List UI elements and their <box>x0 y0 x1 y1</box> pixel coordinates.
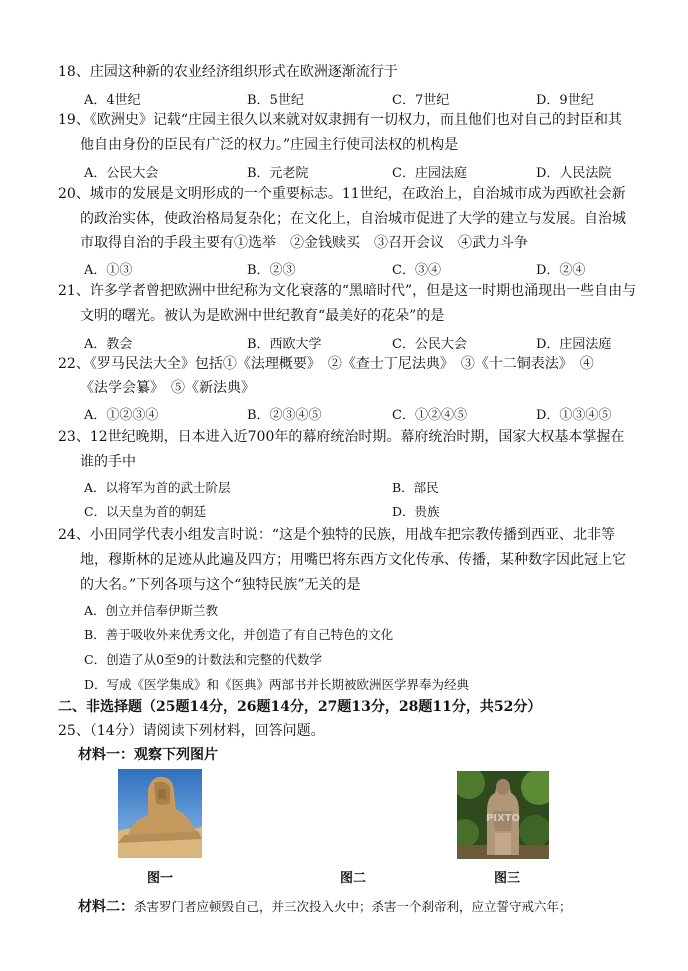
material-1-label: 材料一：观察下列图片 <box>78 747 218 763</box>
question-19-options <box>84 162 644 184</box>
option-d: D．人民法院 <box>536 166 612 181</box>
option-b: B．西欧大学 <box>247 337 322 352</box>
figure-3-caption: 图三 <box>494 871 521 886</box>
question-20-line-1: 20、城市的发展是文明形成的一个重要标志。11世纪，在政治上，自治城市成为西欧社会新 <box>58 186 626 202</box>
option-c: C．③④ <box>392 263 441 278</box>
question-20-line-3: 市取得自治的手段主要有①选举 ②金钱赎买 ③召开会议 ④武力斗争 <box>80 235 528 251</box>
material-2-text: 杀害罗门者应顿毁自己，并三次投入火中；杀害一个刹帝利，应立誓守戒六年； <box>134 899 572 914</box>
question-23-line-1: 23、12世纪晚期，日本进入近700年的幕府统治时期。幕府统治时期，国家大权基本掌握在 <box>58 429 625 445</box>
option-c: C．①②④⑤ <box>392 408 467 423</box>
option-d: D．9世纪 <box>536 93 594 108</box>
stone-statue-image <box>457 771 549 859</box>
question-22-line-2: 《法学会纂》 ⑤《新法典》 <box>80 380 255 396</box>
question-21-line-2: 文明的曙光。被认为是欧洲中世纪教育“最美好的花朵”的是 <box>80 308 445 324</box>
section-heading: 二、非选择题（25题14分，26题14分，27题13分，28题11分，共52分） <box>58 699 542 715</box>
option-d: D．庄园法庭 <box>536 337 612 352</box>
question-23-line-2: 谁的手中 <box>80 454 136 470</box>
option-a: A．创立并信奉伊斯兰教 <box>84 603 219 618</box>
question-20-line-2: 的政治实体，使政治格局复杂化；在文化上，自治城市促进了大学的建立与发展。自治城 <box>80 211 626 227</box>
question-21-line-1: 21、许多学者曾把欧洲中世纪称为文化衰落的“黑暗时代”，但是这一时期也涌现出一些自由与 <box>58 283 637 299</box>
material-2-label: 材料二： <box>78 899 134 915</box>
option-a: A．公民大会 <box>84 166 159 181</box>
question-20 <box>58 182 638 207</box>
question-19-line-2: 他自由身份的臣民有广泛的权力。”庄园主行使司法权的机构是 <box>80 137 459 153</box>
option-b: B．善于吸收外来优秀文化，并创造了有自己特色的文化 <box>84 627 394 642</box>
option-c: C．7世纪 <box>392 93 450 108</box>
question-24-line-3: 的大名。”下列各项与这个“独特民族”无关的是 <box>80 577 361 593</box>
option-c: C．公民大会 <box>392 337 467 352</box>
question-22 <box>58 352 638 377</box>
option-b: B．②③④⑤ <box>247 408 322 423</box>
option-d: D．贵族 <box>392 504 440 519</box>
material-2 <box>78 895 678 920</box>
option-d: D．写成《医学集成》和《医典》两部书并长期被欧洲医学界奉为经典 <box>84 677 470 692</box>
option-d: D．②④ <box>536 263 586 278</box>
option-c: C．创造了从0至9的计数法和完整的代数学 <box>84 652 322 667</box>
question-25-stem: 25、（14分）请阅读下列材料，回答问题。 <box>58 723 325 739</box>
question-22-line-1: 22、《罗马民法大全》包括①《法理概要》 ②《查士丁尼法典》 ③《十二铜表法》 ④ <box>58 356 594 372</box>
sphinx-image <box>118 769 202 858</box>
option-b: B．元老院 <box>247 166 309 181</box>
option-a: A．以将军为首的武士阶层 <box>84 480 231 495</box>
option-d: D．①③④⑤ <box>536 408 612 423</box>
question-18-stem: 18、庄园这种新的农业经济组织形式在欧洲逐渐流行于 <box>58 64 398 80</box>
question-24 <box>58 523 638 548</box>
watermark-text: PIXTO <box>485 813 521 824</box>
figure-2-caption: 图二 <box>340 871 367 886</box>
option-a: A．①③ <box>84 263 133 278</box>
question-21 <box>58 279 638 304</box>
question-20-options <box>84 259 644 281</box>
option-a: A．4世纪 <box>84 93 141 108</box>
option-c: C．庄园法庭 <box>392 166 467 181</box>
question-19 <box>58 108 638 133</box>
question-23 <box>58 425 638 450</box>
question-24-line-2: 地，穆斯林的足迹从此遍及四方；用嘴巴将东西方文化传承、传播，某种数字因此冠上它 <box>80 552 626 568</box>
question-22-options <box>84 404 644 426</box>
option-b: B．②③ <box>247 263 296 278</box>
option-b: B．5世纪 <box>247 93 304 108</box>
option-a: A．教会 <box>84 337 133 352</box>
question-24-line-1: 24、小田同学代表小组发言时说：“这是个独特的民族，用战车把宗教传播到西亚、北非等 <box>58 527 615 543</box>
question-19-line-1: 19、《欧洲史》记载“庄园主很久以来就对奴隶拥有一切权力，而且他们也对自己的封臣和其 <box>58 112 622 128</box>
option-c: C．以天皇为首的朝廷 <box>84 504 207 519</box>
option-b: B．部民 <box>392 480 439 495</box>
figure-1-caption: 图一 <box>147 871 174 886</box>
question-18 <box>58 60 638 85</box>
option-a: A．①②③④ <box>84 408 159 423</box>
